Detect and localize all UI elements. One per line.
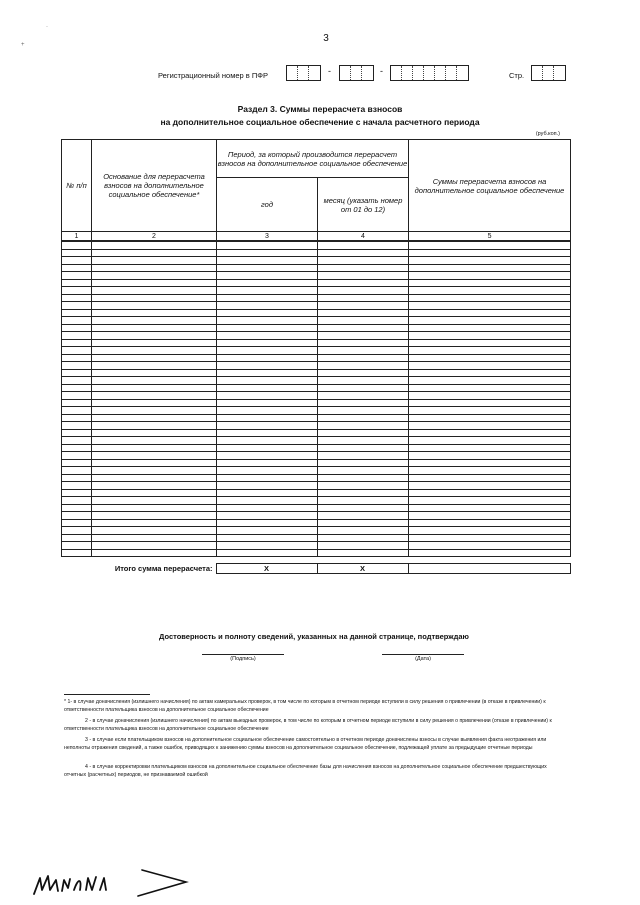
table-cell[interactable] xyxy=(217,399,318,407)
table-cell[interactable] xyxy=(62,489,92,497)
table-cell[interactable] xyxy=(62,279,92,287)
table-row xyxy=(62,474,571,482)
table-cell[interactable] xyxy=(409,369,571,377)
table-cell[interactable] xyxy=(62,407,92,415)
table-cell[interactable] xyxy=(318,444,409,452)
table-row xyxy=(62,309,571,317)
section-subtitle: на дополнительное социальное обеспечение с начала расчетного периода xyxy=(160,117,480,127)
table-cell[interactable] xyxy=(62,384,92,392)
table-cell[interactable] xyxy=(92,317,217,325)
table-cell[interactable] xyxy=(217,482,318,490)
table-cell[interactable] xyxy=(92,542,217,550)
table-cell[interactable] xyxy=(409,324,571,332)
table-cell[interactable] xyxy=(62,324,92,332)
footnote-separator xyxy=(64,694,150,695)
table-cell[interactable] xyxy=(62,377,92,385)
table-cell[interactable] xyxy=(217,272,318,280)
table-row xyxy=(62,257,571,265)
page-label: Стр. xyxy=(509,71,525,80)
table-cell[interactable] xyxy=(217,347,318,355)
table-cell[interactable] xyxy=(409,414,571,422)
column-header-period: Период, за который производится перерасчет взносов на дополнительное социальное обеспечение xyxy=(217,140,409,178)
table-cell[interactable] xyxy=(217,317,318,325)
table-row xyxy=(62,429,571,437)
table-cell[interactable] xyxy=(92,241,217,249)
table-cell[interactable] xyxy=(409,452,571,460)
table-cell[interactable] xyxy=(92,467,217,475)
table-row xyxy=(62,264,571,272)
table-cell[interactable] xyxy=(318,489,409,497)
table-cell[interactable] xyxy=(62,414,92,422)
table-cell[interactable] xyxy=(409,279,571,287)
table-cell[interactable] xyxy=(409,332,571,340)
table-cell[interactable] xyxy=(62,332,92,340)
registration-boxes-group-2 xyxy=(339,65,374,81)
table-cell[interactable] xyxy=(409,264,571,272)
table-cell[interactable] xyxy=(409,482,571,490)
total-label: Итого сумма перерасчета: xyxy=(114,564,213,573)
table-cell[interactable] xyxy=(92,369,217,377)
table-cell[interactable] xyxy=(62,542,92,550)
table-cell[interactable] xyxy=(217,264,318,272)
table-cell[interactable] xyxy=(92,309,217,317)
table-cell[interactable] xyxy=(62,497,92,505)
table-row xyxy=(62,392,571,400)
table-cell[interactable] xyxy=(217,377,318,385)
table-cell[interactable] xyxy=(217,474,318,482)
table-cell[interactable] xyxy=(62,549,92,557)
table-cell[interactable] xyxy=(409,489,571,497)
table-cell[interactable] xyxy=(318,369,409,377)
handwritten-signature xyxy=(30,860,200,900)
table-row xyxy=(62,422,571,430)
footnote-1: * 1- в случае доначисления (излишнего начисления) по актам камеральных проверок, в том числе по которым в отчетном периоде вступили в силу решения о привлечении (в отказе в привлечении) к ответственности плательщика взносов на дополнительное социальное обеспечение xyxy=(64,699,546,713)
table-row xyxy=(62,384,571,392)
table-cell[interactable] xyxy=(92,482,217,490)
table-cell[interactable] xyxy=(62,459,92,467)
table-row xyxy=(62,437,571,445)
table-cell[interactable] xyxy=(409,392,571,400)
table-cell[interactable] xyxy=(62,474,92,482)
table-cell[interactable] xyxy=(92,392,217,400)
table-cell[interactable] xyxy=(217,519,318,527)
table-cell[interactable] xyxy=(92,519,217,527)
table-cell[interactable] xyxy=(92,362,217,370)
table-cell[interactable] xyxy=(217,324,318,332)
table-row xyxy=(62,519,571,527)
table-cell[interactable] xyxy=(217,489,318,497)
table-cell[interactable] xyxy=(318,332,409,340)
table-cell[interactable] xyxy=(318,347,409,355)
table-row xyxy=(62,399,571,407)
table-cell[interactable] xyxy=(409,377,571,385)
table-cell[interactable] xyxy=(318,527,409,535)
table-cell[interactable] xyxy=(92,302,217,310)
table-cell[interactable] xyxy=(92,294,217,302)
total-sum-cell[interactable] xyxy=(408,564,570,574)
table-cell[interactable] xyxy=(92,527,217,535)
scan-speck: · xyxy=(46,24,48,30)
table-cell[interactable] xyxy=(318,512,409,520)
column-number: 1 xyxy=(62,232,92,242)
table-row xyxy=(62,347,571,355)
column-header-sums: Суммы перерасчета взносов на дополнительное социальное обеспечение xyxy=(409,140,571,232)
table-cell[interactable] xyxy=(92,407,217,415)
table-cell[interactable] xyxy=(318,264,409,272)
table-cell[interactable] xyxy=(318,549,409,557)
table-cell[interactable] xyxy=(318,392,409,400)
table-cell[interactable] xyxy=(409,512,571,520)
table-cell[interactable] xyxy=(217,279,318,287)
table-row xyxy=(62,512,571,520)
table-cell[interactable] xyxy=(409,384,571,392)
table-cell[interactable] xyxy=(217,354,318,362)
table-row xyxy=(62,482,571,490)
total-year-cell: X xyxy=(216,564,317,574)
table-cell[interactable] xyxy=(318,429,409,437)
table-cell[interactable] xyxy=(318,302,409,310)
table-cell[interactable] xyxy=(92,422,217,430)
signature-label: (Подпись) xyxy=(230,656,256,662)
table-cell[interactable] xyxy=(409,302,571,310)
total-row xyxy=(61,563,571,574)
table-cell[interactable] xyxy=(409,542,571,550)
table-cell[interactable] xyxy=(217,542,318,550)
table-cell[interactable] xyxy=(217,249,318,257)
table-row xyxy=(62,324,571,332)
table-cell[interactable] xyxy=(409,437,571,445)
table-cell[interactable] xyxy=(92,272,217,280)
column-number: 5 xyxy=(409,232,571,242)
table-cell[interactable] xyxy=(62,272,92,280)
table-cell[interactable] xyxy=(409,294,571,302)
registration-boxes-group-1 xyxy=(286,65,321,81)
table-row xyxy=(62,287,571,295)
table-cell[interactable] xyxy=(409,474,571,482)
table-row xyxy=(62,467,571,475)
table-cell[interactable] xyxy=(62,369,92,377)
table-cell[interactable] xyxy=(217,452,318,460)
page-number: 3 xyxy=(323,33,329,44)
table-row xyxy=(62,497,571,505)
table-cell[interactable] xyxy=(92,459,217,467)
table-cell[interactable] xyxy=(409,407,571,415)
page-number-boxes xyxy=(531,65,566,81)
table-cell[interactable] xyxy=(217,527,318,535)
table-cell[interactable] xyxy=(318,474,409,482)
table-cell[interactable] xyxy=(217,362,318,370)
table-cell[interactable] xyxy=(62,317,92,325)
table-cell[interactable] xyxy=(62,504,92,512)
table-cell[interactable] xyxy=(318,452,409,460)
table-cell[interactable] xyxy=(318,241,409,249)
table-cell[interactable] xyxy=(62,392,92,400)
table-cell[interactable] xyxy=(62,339,92,347)
table-cell[interactable] xyxy=(92,512,217,520)
table-cell[interactable] xyxy=(318,272,409,280)
table-cell[interactable] xyxy=(318,519,409,527)
table-cell[interactable] xyxy=(62,527,92,535)
table-cell[interactable] xyxy=(409,241,571,249)
table-cell[interactable] xyxy=(318,504,409,512)
table-cell[interactable] xyxy=(217,414,318,422)
table-row xyxy=(62,369,571,377)
table-cell[interactable] xyxy=(92,332,217,340)
table-cell[interactable] xyxy=(217,504,318,512)
table-cell[interactable] xyxy=(92,549,217,557)
table-cell[interactable] xyxy=(62,257,92,265)
column-header-number: № п/п xyxy=(62,140,92,232)
table-cell[interactable] xyxy=(62,437,92,445)
table-cell[interactable] xyxy=(318,459,409,467)
table-cell[interactable] xyxy=(92,504,217,512)
table-cell[interactable] xyxy=(318,362,409,370)
table-cell[interactable] xyxy=(409,287,571,295)
table-cell[interactable] xyxy=(409,444,571,452)
table-row xyxy=(62,279,571,287)
table-cell[interactable] xyxy=(409,519,571,527)
table-row xyxy=(62,504,571,512)
table-cell[interactable] xyxy=(318,399,409,407)
table-cell[interactable] xyxy=(318,482,409,490)
column-number: 4 xyxy=(318,232,409,242)
table-cell[interactable] xyxy=(217,257,318,265)
table-cell[interactable] xyxy=(62,467,92,475)
table-cell[interactable] xyxy=(409,257,571,265)
table-cell[interactable] xyxy=(318,542,409,550)
table-row xyxy=(62,407,571,415)
table-row xyxy=(62,317,571,325)
table-cell[interactable] xyxy=(92,264,217,272)
table-cell[interactable] xyxy=(92,437,217,445)
table-cell[interactable] xyxy=(409,339,571,347)
table-cell[interactable] xyxy=(217,287,318,295)
table-cell[interactable] xyxy=(217,392,318,400)
table-cell[interactable] xyxy=(92,534,217,542)
table-cell[interactable] xyxy=(318,317,409,325)
table-row xyxy=(62,452,571,460)
table-row xyxy=(62,534,571,542)
table-cell[interactable] xyxy=(62,302,92,310)
table-cell[interactable] xyxy=(92,414,217,422)
table-cell[interactable] xyxy=(409,549,571,557)
table-cell[interactable] xyxy=(92,399,217,407)
table-cell[interactable] xyxy=(92,257,217,265)
table-cell[interactable] xyxy=(318,384,409,392)
table-cell[interactable] xyxy=(318,437,409,445)
table-cell[interactable] xyxy=(409,459,571,467)
table-cell[interactable] xyxy=(62,241,92,249)
table-row xyxy=(62,294,571,302)
table-cell[interactable] xyxy=(409,467,571,475)
table-row xyxy=(62,302,571,310)
table-cell[interactable] xyxy=(62,519,92,527)
table-cell[interactable] xyxy=(318,377,409,385)
table-cell[interactable] xyxy=(217,459,318,467)
table-cell[interactable] xyxy=(318,467,409,475)
scan-speck: + xyxy=(21,42,25,48)
table-cell[interactable] xyxy=(409,354,571,362)
table-cell[interactable] xyxy=(217,429,318,437)
section-title: Раздел 3. Суммы перерасчета взносов xyxy=(237,104,403,114)
table-cell[interactable] xyxy=(217,407,318,415)
table-cell[interactable] xyxy=(92,347,217,355)
table-cell[interactable] xyxy=(62,287,92,295)
table-cell[interactable] xyxy=(62,429,92,437)
table-cell[interactable] xyxy=(62,354,92,362)
registration-number-label: Регистрационный номер в ПФР xyxy=(158,71,268,80)
table-cell[interactable] xyxy=(318,257,409,265)
table-row xyxy=(62,362,571,370)
column-header-month: месяц (указать номер от 01 до 12) xyxy=(318,178,409,232)
table-row xyxy=(62,249,571,257)
table-cell[interactable] xyxy=(62,309,92,317)
table-cell[interactable] xyxy=(62,347,92,355)
column-number: 2 xyxy=(92,232,217,242)
table-row xyxy=(62,241,571,249)
table-row xyxy=(62,444,571,452)
table-cell[interactable] xyxy=(318,497,409,505)
table-row xyxy=(62,549,571,557)
table-cell[interactable] xyxy=(217,241,318,249)
table-cell[interactable] xyxy=(217,302,318,310)
table-row xyxy=(62,272,571,280)
registration-dash: - xyxy=(328,66,331,76)
table-cell[interactable] xyxy=(92,497,217,505)
table-cell[interactable] xyxy=(318,422,409,430)
table-cell[interactable] xyxy=(318,294,409,302)
table-cell[interactable] xyxy=(217,294,318,302)
table-cell[interactable] xyxy=(92,489,217,497)
recalculation-table xyxy=(61,139,571,557)
table-cell[interactable] xyxy=(92,279,217,287)
table-cell[interactable] xyxy=(62,362,92,370)
confirmation-statement: Достоверность и полноту сведений, указанных на данной странице, подтверждаю xyxy=(159,632,469,641)
column-header-basis: Основание для перерасчета взносов на дополнительное социальное обеспечение* xyxy=(92,140,217,232)
table-row xyxy=(62,489,571,497)
table-cell[interactable] xyxy=(318,309,409,317)
table-cell[interactable] xyxy=(217,549,318,557)
table-cell[interactable] xyxy=(318,249,409,257)
table-cell[interactable] xyxy=(318,354,409,362)
table-cell[interactable] xyxy=(318,324,409,332)
table-cell[interactable] xyxy=(217,444,318,452)
table-cell[interactable] xyxy=(92,444,217,452)
table-cell[interactable] xyxy=(217,369,318,377)
table-cell[interactable] xyxy=(318,414,409,422)
table-row xyxy=(62,377,571,385)
table-cell[interactable] xyxy=(217,384,318,392)
total-month-cell: X xyxy=(317,564,408,574)
table-cell[interactable] xyxy=(318,287,409,295)
table-cell[interactable] xyxy=(92,377,217,385)
table-cell[interactable] xyxy=(318,534,409,542)
table-cell[interactable] xyxy=(62,452,92,460)
table-cell[interactable] xyxy=(217,512,318,520)
table-cell[interactable] xyxy=(92,354,217,362)
table-cell[interactable] xyxy=(318,407,409,415)
table-cell[interactable] xyxy=(217,467,318,475)
table-cell[interactable] xyxy=(409,362,571,370)
table-cell[interactable] xyxy=(217,534,318,542)
table-row xyxy=(62,339,571,347)
table-cell[interactable] xyxy=(62,512,92,520)
date-label: (Дата) xyxy=(415,656,431,662)
table-cell[interactable] xyxy=(217,437,318,445)
table-cell[interactable] xyxy=(217,422,318,430)
table-cell[interactable] xyxy=(92,429,217,437)
table-row xyxy=(62,354,571,362)
table-cell[interactable] xyxy=(409,504,571,512)
table-cell[interactable] xyxy=(62,249,92,257)
table-cell[interactable] xyxy=(409,309,571,317)
table-cell[interactable] xyxy=(409,272,571,280)
table-cell[interactable] xyxy=(409,497,571,505)
table-cell[interactable] xyxy=(318,339,409,347)
table-cell[interactable] xyxy=(62,444,92,452)
table-cell[interactable] xyxy=(62,422,92,430)
table-cell[interactable] xyxy=(217,332,318,340)
table-cell[interactable] xyxy=(92,249,217,257)
footnote-2: 2 - в случае доначисления (излишнего начисления) по актам выездных проверок, в том числе по которым в отчетном периоде вступили в силу решения о привлечении (отказе в привлечении) к ответственности плательщика взносов на дополнительное социальное обеспечение xyxy=(64,718,552,732)
column-number: 3 xyxy=(217,232,318,242)
footnote-3: 3 - в случае если плательщиком взносов на дополнительное социальное обеспечение самостоятельно в отчетном периоде доначислены взносы в случае выявления факта неотражения или неполноты отражения сведений, а также ошибок, приводящих к занижению суммы взносов на дополнительное социальное обеспечение, подлежащей уплате за предыдущие отчетные периоды xyxy=(64,737,547,751)
table-cell[interactable] xyxy=(409,534,571,542)
table-row xyxy=(62,459,571,467)
registration-dash: - xyxy=(380,66,383,76)
registration-boxes-group-3 xyxy=(390,65,469,81)
date-line[interactable] xyxy=(382,654,464,655)
table-cell[interactable] xyxy=(409,429,571,437)
table-cell[interactable] xyxy=(217,339,318,347)
footnote-4: 4 - в случае корректировки плательщиком взносов на дополнительное социальное обеспечение базы для начисления взносов на дополнительное социальное обеспечение предшествующих отчетных (расчетных) периодов, не признаваемой ошибкой xyxy=(64,764,547,778)
table-cell[interactable] xyxy=(217,309,318,317)
table-cell[interactable] xyxy=(62,294,92,302)
table-cell[interactable] xyxy=(92,452,217,460)
table-cell[interactable] xyxy=(92,324,217,332)
table-cell[interactable] xyxy=(318,279,409,287)
table-cell[interactable] xyxy=(409,527,571,535)
table-cell[interactable] xyxy=(62,482,92,490)
table-cell[interactable] xyxy=(62,534,92,542)
table-cell[interactable] xyxy=(409,347,571,355)
table-cell[interactable] xyxy=(409,422,571,430)
table-cell[interactable] xyxy=(92,384,217,392)
column-header-year: год xyxy=(217,178,318,232)
table-cell[interactable] xyxy=(409,249,571,257)
table-row xyxy=(62,542,571,550)
table-row xyxy=(62,414,571,422)
signature-line[interactable] xyxy=(202,654,284,655)
table-cell[interactable] xyxy=(409,399,571,407)
table-cell[interactable] xyxy=(62,399,92,407)
units-label: (руб.коп.) xyxy=(535,131,560,137)
table-cell[interactable] xyxy=(62,264,92,272)
table-cell[interactable] xyxy=(217,497,318,505)
table-cell[interactable] xyxy=(92,474,217,482)
table-cell[interactable] xyxy=(92,339,217,347)
table-cell[interactable] xyxy=(409,317,571,325)
table-row xyxy=(62,332,571,340)
table-row xyxy=(62,527,571,535)
table-cell[interactable] xyxy=(92,287,217,295)
